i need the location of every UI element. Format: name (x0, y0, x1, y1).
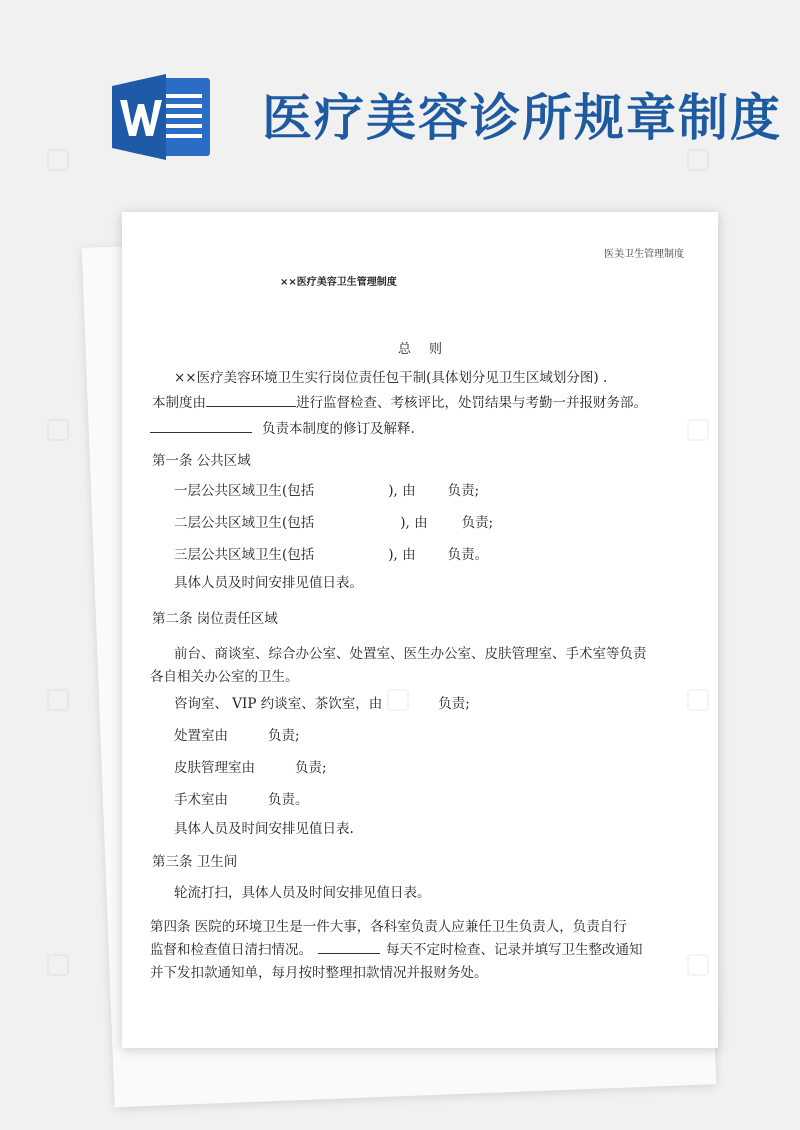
text-span: ), 由 (388, 483, 416, 499)
article-4-line-3: 并下发扣款通知单，每月按时整理扣款情况并报财务处。 (150, 965, 488, 981)
intro-text-c: 负责本制度的修订及解释. (262, 421, 415, 437)
text-span: 咨询室、 VIP 约谈室、茶饮室，由 (174, 696, 383, 712)
header-banner (0, 0, 800, 200)
article-2-line-3 (174, 695, 470, 713)
text-span: 手术室由 (174, 792, 228, 808)
article-2-title: 第二条 岗位责任区域 (152, 611, 278, 627)
article-2-line-6 (174, 791, 309, 809)
text-span: 负责; (461, 515, 494, 531)
page-title: 医疗美容诊所规章制度 (262, 88, 782, 147)
text-span: ), 由 (400, 515, 428, 531)
intro-text-b: 进行监督检查、考核评比，处罚结果与考勤一并报财务部。 (296, 395, 647, 411)
running-header: 医美卫生管理制度 (604, 249, 684, 260)
document-title: ××医疗美容卫生管理制度 (280, 277, 397, 288)
word-document-icon (112, 74, 216, 160)
intro-line-3 (150, 420, 415, 438)
article-4-line-2 (150, 941, 643, 959)
article-2-line-1: 前台、商谈室、综合办公室、处置室、医生办公室、皮肤管理室、手术室等负责 (174, 646, 647, 662)
article-2-line-4 (174, 727, 300, 745)
text-span: 皮肤管理室由 (174, 760, 255, 776)
text-span: 处置室由 (174, 728, 228, 744)
intro-text-a: 本制度由 (152, 395, 206, 411)
article-4-line-1: 第四条 医院的环境卫生是一件大事，各科室负责人应兼任卫生负责人，负责自行 (150, 919, 627, 935)
article-1-line-2 (174, 514, 493, 532)
watermark-mark (48, 690, 68, 710)
text-span: 一层公共区域卫生(包括 (174, 483, 315, 499)
text-span: 三层公共区域卫生(包括 (174, 547, 315, 563)
text-span: 监督和检查值日清扫情况。 (150, 942, 312, 958)
document-page (122, 212, 718, 1048)
article-1-line-4: 具体人员及时间安排见值日表。 (174, 575, 363, 591)
text-span: 每天不定时检查、记录并填写卫生整改通知 (386, 942, 643, 958)
intro-line-1: ××医疗美容环境卫生实行岗位责任包干制(具体划分见卫生区域划分图) . (174, 370, 608, 386)
article-1-line-3 (174, 546, 488, 564)
article-2-line-5 (174, 759, 327, 777)
text-span: 负责; (447, 483, 480, 499)
article-2-line-2: 各自相关办公室的卫生。 (150, 669, 299, 685)
article-2-line-7: 具体人员及时间安排见值日表. (174, 821, 354, 837)
article-3-title: 第三条 卫生间 (152, 854, 238, 870)
text-span: ), 由 (388, 547, 416, 563)
text-span: 负责。 (268, 792, 309, 808)
article-1-line-1 (174, 482, 479, 500)
text-span: 负责; (438, 696, 470, 712)
watermark-mark (48, 955, 68, 975)
blank-line (318, 953, 380, 954)
intro-line-2 (152, 394, 647, 412)
watermark-mark (48, 420, 68, 440)
text-span: 负责。 (447, 547, 489, 563)
text-span: 二层公共区域卫生(包括 (174, 515, 315, 531)
section-title: 总则 (397, 342, 460, 357)
text-span: 负责; (295, 760, 327, 776)
text-span: 负责; (268, 728, 300, 744)
blank-line (150, 432, 252, 433)
blank-line (206, 406, 296, 407)
article-1-title: 第一条 公共区域 (152, 453, 251, 469)
article-3-line-1: 轮流打扫，具体人员及时间安排见值日表。 (174, 885, 431, 901)
